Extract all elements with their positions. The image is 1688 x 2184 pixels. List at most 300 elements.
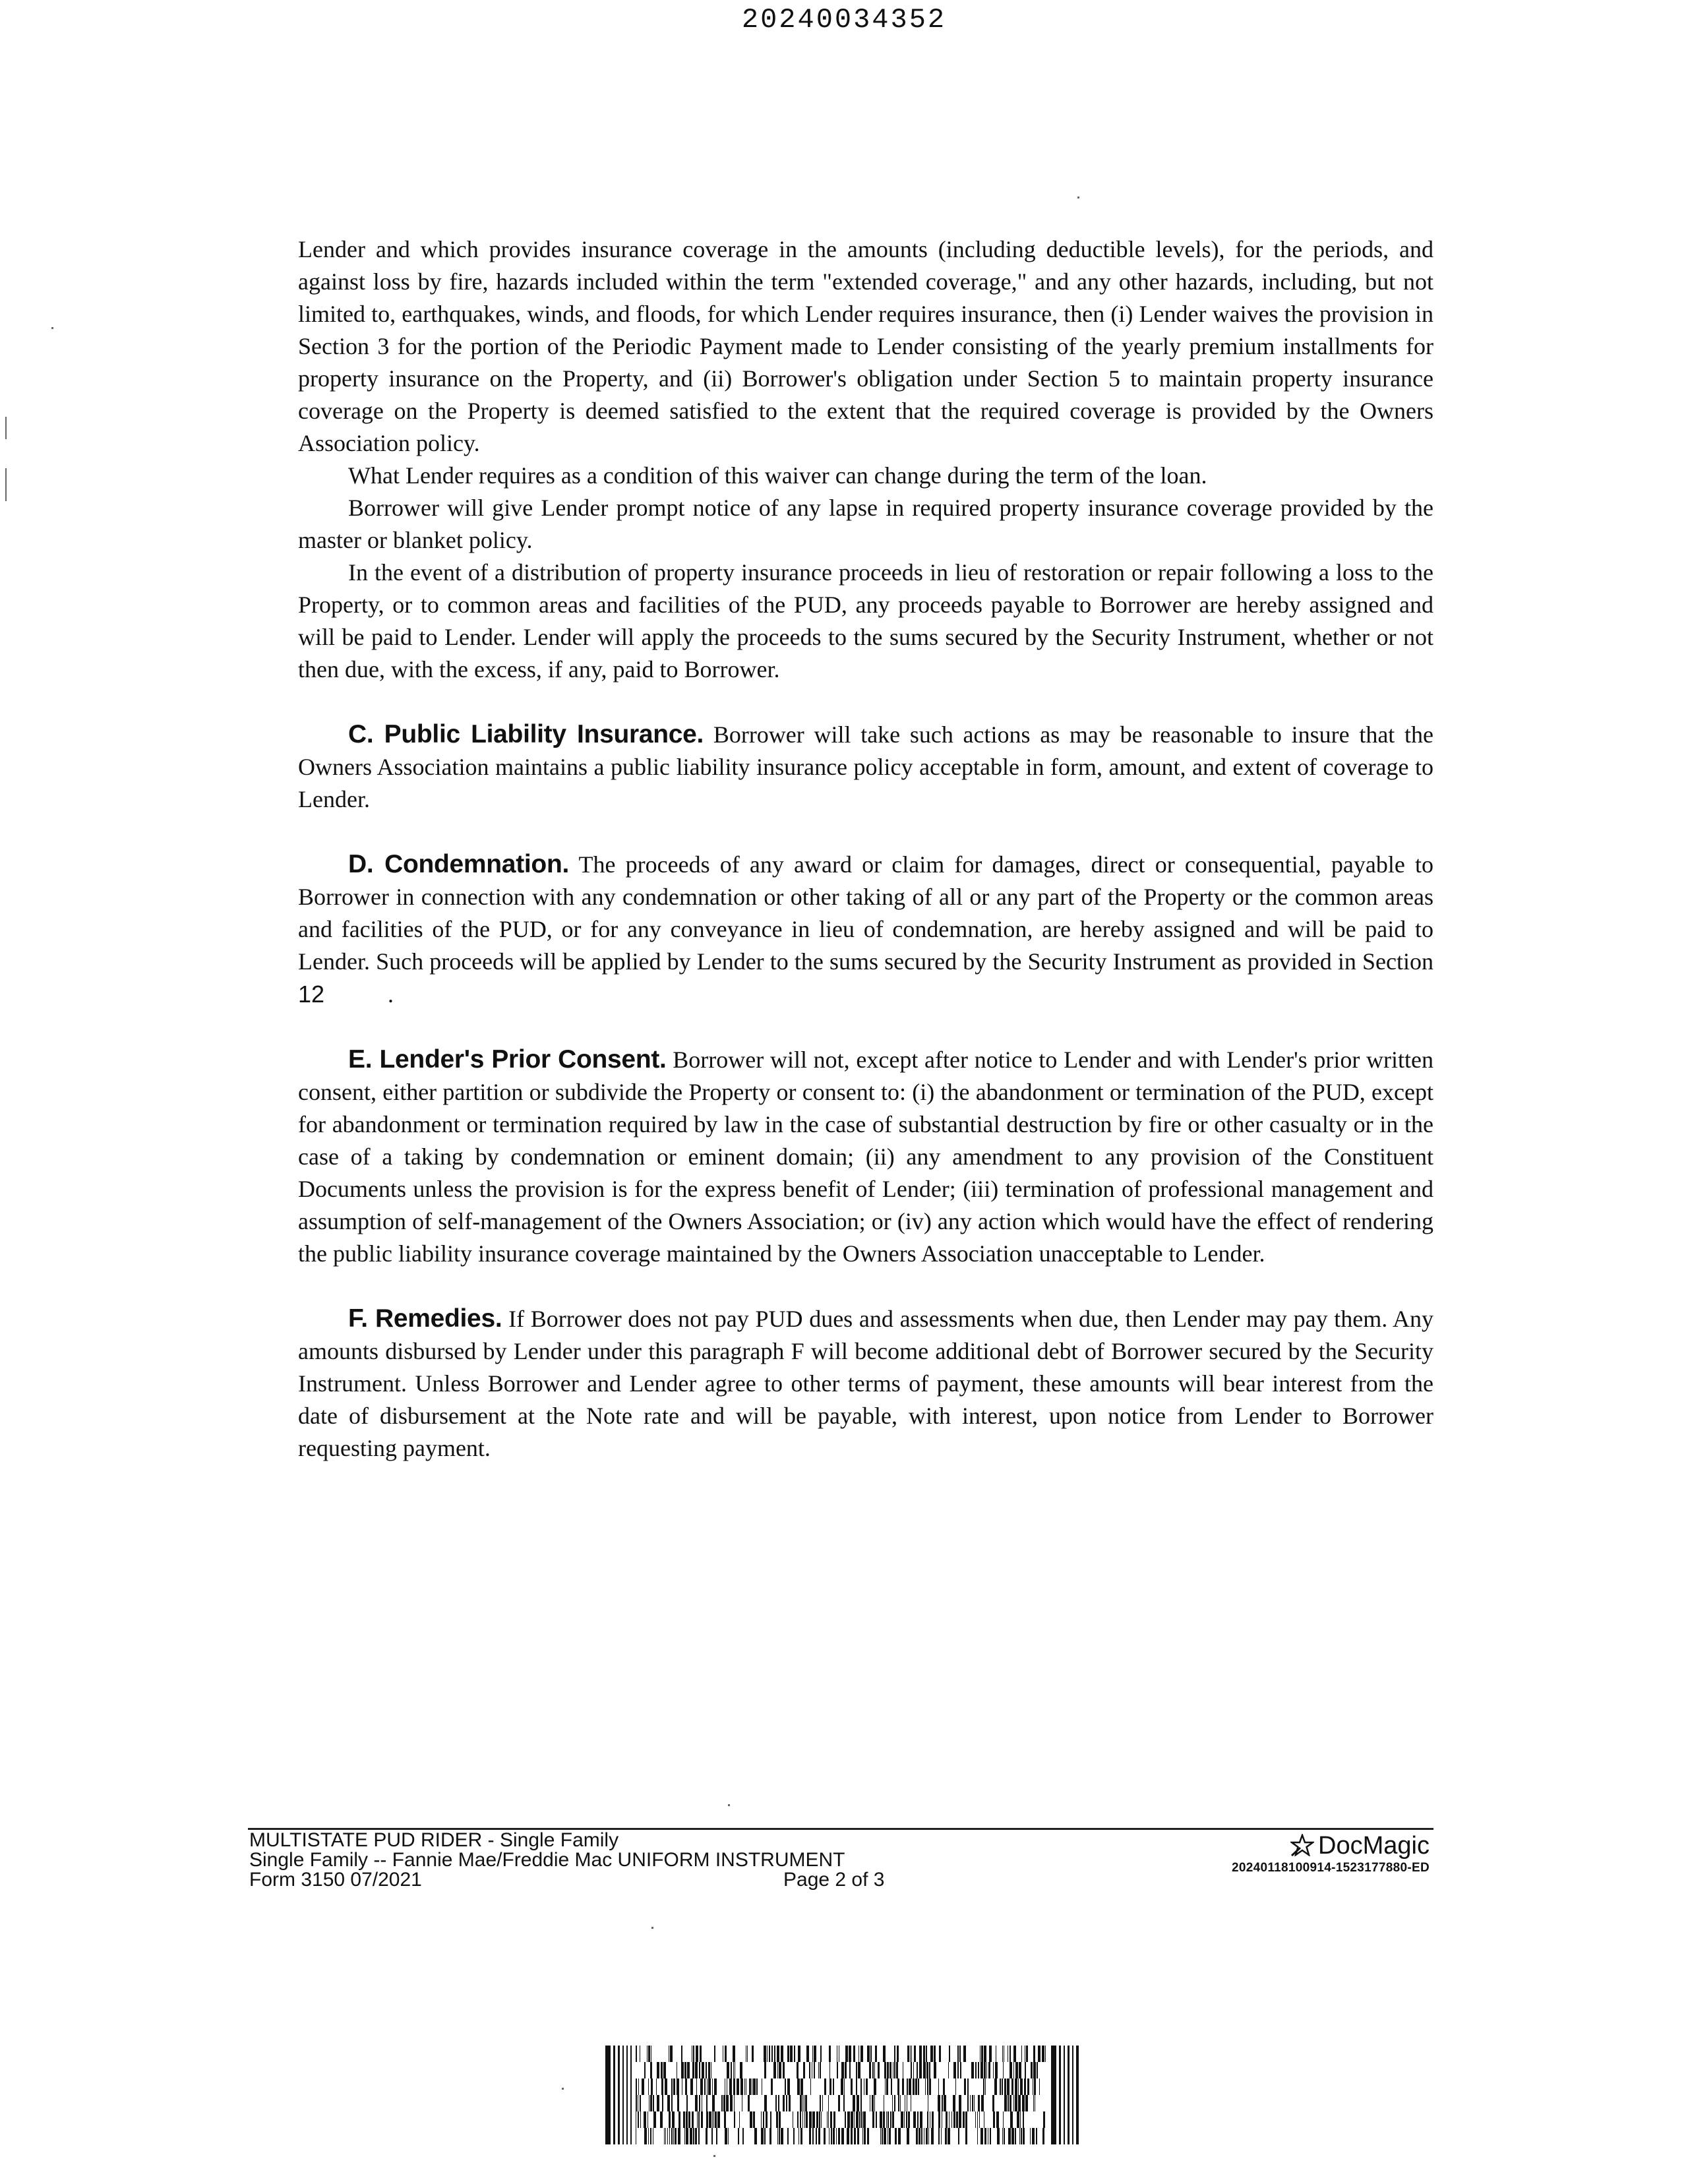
barcode-bar bbox=[919, 2046, 922, 2062]
barcode-bar bbox=[914, 2046, 916, 2062]
barcode-bar bbox=[663, 2062, 666, 2078]
barcode-bar bbox=[892, 2111, 894, 2128]
barcode-bar bbox=[698, 2128, 700, 2144]
barcode-bar bbox=[770, 2111, 771, 2128]
barcode-bar bbox=[724, 2111, 726, 2128]
barcode-bar bbox=[849, 2046, 851, 2062]
barcode-bar bbox=[673, 2078, 675, 2095]
barcode-bar bbox=[845, 2062, 847, 2078]
docmagic-name: DocMagic bbox=[1318, 1832, 1430, 1860]
barcode-bar bbox=[841, 2078, 843, 2095]
section-c bbox=[298, 718, 1433, 816]
barcode-bar bbox=[975, 2062, 977, 2078]
barcode-bar bbox=[1025, 2095, 1028, 2111]
barcode-bar bbox=[802, 2095, 803, 2111]
barcode-bar bbox=[661, 2078, 663, 2095]
section-f-text: If Borrower does not pay PUD dues and assessments when due, then Lender may pay them. Any amounts disbursed by Lender under this paragraph F will become additional debt of Borrower secured by the Security Instrument. Unless Borrower and Lender agree to other terms of payment, these amounts will bear interest from the date of disbursement at the Note rate and will be payable, with interest, upon notice from Lender to Borrower requesting payment. bbox=[298, 1306, 1433, 1461]
barcode-bar bbox=[884, 2128, 886, 2144]
barcode-bar bbox=[862, 2128, 863, 2144]
barcode-bar bbox=[872, 2095, 874, 2111]
barcode-bar bbox=[1008, 2128, 1011, 2144]
barcode-bar bbox=[904, 2111, 905, 2128]
barcode-bar bbox=[671, 2128, 673, 2144]
barcode-bar bbox=[820, 2095, 821, 2111]
document-id: 20240118100914-1523177880-ED bbox=[1231, 1861, 1430, 1875]
barcode-bar bbox=[864, 2128, 866, 2144]
barcode-bar bbox=[965, 2111, 967, 2128]
barcode-bar bbox=[853, 2046, 855, 2062]
barcode-bar bbox=[851, 2111, 853, 2128]
barcode-bar bbox=[812, 2111, 815, 2128]
barcode-bar bbox=[810, 2078, 811, 2095]
barcode-bar bbox=[858, 2062, 860, 2078]
barcode-bar bbox=[789, 2095, 791, 2111]
barcode-bar bbox=[673, 2128, 674, 2144]
barcode-bar bbox=[860, 2078, 862, 2095]
barcode-bar bbox=[913, 2078, 915, 2095]
barcode-bar bbox=[678, 2111, 680, 2128]
barcode-bar bbox=[1051, 2046, 1056, 2144]
section-d-heading: D. Condemnation. bbox=[348, 850, 570, 878]
barcode-bar bbox=[883, 2111, 885, 2128]
barcode-bar bbox=[824, 2078, 826, 2095]
barcode-bar bbox=[996, 2111, 999, 2128]
barcode-bar bbox=[640, 2095, 641, 2111]
barcode-bar bbox=[1003, 2111, 1004, 2128]
barcode-bar bbox=[766, 2111, 768, 2128]
barcode-bar bbox=[948, 2062, 949, 2078]
barcode-bar bbox=[1064, 2046, 1065, 2144]
barcode-bar bbox=[690, 2128, 692, 2144]
barcode-bar bbox=[773, 2062, 776, 2078]
barcode-bar bbox=[696, 2046, 698, 2062]
barcode-bar bbox=[929, 2062, 930, 2078]
barcode-bar bbox=[771, 2046, 773, 2062]
barcode-bar bbox=[794, 2046, 795, 2062]
barcode-bar bbox=[959, 2095, 961, 2111]
barcode-bar bbox=[847, 2128, 849, 2144]
barcode-bar bbox=[911, 2062, 912, 2078]
barcode-bar bbox=[1013, 2062, 1014, 2078]
barcode-bar bbox=[828, 2111, 829, 2128]
barcode-bar bbox=[653, 2095, 654, 2111]
barcode-bar bbox=[913, 2062, 914, 2078]
barcode-bar bbox=[863, 2111, 866, 2128]
barcode-bar bbox=[816, 2128, 817, 2144]
barcode-bar bbox=[990, 2128, 991, 2144]
barcode-bar bbox=[874, 2095, 875, 2111]
barcode-bar bbox=[700, 2078, 703, 2095]
barcode-bar bbox=[774, 2046, 775, 2062]
barcode-bar bbox=[818, 2062, 819, 2078]
barcode-bar bbox=[800, 2111, 801, 2128]
barcode-bar bbox=[872, 2111, 874, 2128]
barcode-bar bbox=[829, 2078, 831, 2095]
barcode-bar bbox=[853, 2095, 855, 2111]
barcode-bar bbox=[981, 2046, 983, 2062]
scan-speck bbox=[51, 327, 53, 329]
barcode-bar bbox=[802, 2111, 803, 2128]
barcode-bar bbox=[944, 2095, 946, 2111]
barcode-bar bbox=[1003, 2062, 1004, 2078]
barcode-bar bbox=[809, 2128, 811, 2144]
barcode-bar bbox=[683, 2111, 685, 2128]
barcode-bar bbox=[1000, 2078, 1001, 2095]
barcode-bar bbox=[1039, 2078, 1040, 2095]
barcode-bar bbox=[919, 2128, 920, 2144]
barcode-bar bbox=[704, 2078, 706, 2095]
barcode-bar bbox=[1004, 2128, 1005, 2144]
barcode-bar bbox=[974, 2095, 975, 2111]
barcode-bar bbox=[809, 2062, 810, 2078]
barcode-bar bbox=[993, 2111, 995, 2128]
barcode-bar bbox=[777, 2046, 779, 2062]
barcode-bar bbox=[681, 2046, 682, 2062]
barcode-bar bbox=[913, 2111, 916, 2128]
barcode-bar bbox=[926, 2128, 928, 2144]
barcode-bar bbox=[1043, 2111, 1045, 2128]
barcode-bar bbox=[833, 2111, 835, 2128]
barcode-bar bbox=[800, 2128, 802, 2144]
barcode-bar bbox=[827, 2111, 828, 2128]
barcode-bar bbox=[1013, 2095, 1014, 2111]
barcode-bar bbox=[960, 2062, 961, 2078]
barcode-bar bbox=[988, 2062, 990, 2078]
barcode-bar bbox=[642, 2078, 644, 2095]
barcode-bar bbox=[898, 2095, 899, 2111]
barcode-bar bbox=[785, 2078, 786, 2095]
barcode-bar bbox=[911, 2046, 912, 2062]
barcode-bar bbox=[926, 2062, 928, 2078]
star-wand-icon bbox=[1290, 1834, 1314, 1856]
barcode-bar bbox=[927, 2078, 928, 2095]
scan-speck bbox=[651, 1927, 653, 1929]
barcode-bar bbox=[957, 2062, 959, 2078]
barcode-bar bbox=[984, 2128, 986, 2144]
barcode-bar bbox=[949, 2046, 950, 2062]
barcode-bar bbox=[714, 2078, 717, 2095]
barcode-bar bbox=[880, 2111, 882, 2128]
section-e-text: Borrower will not, except after notice to Lender and with Lender's prior written consent, either partition or subdivide the Property or consent to: (i) the abandonment or termination of the PUD, except for abandonment or termination required by law in the case of substantial destruction by fire or other casualty or in the case of a taking by condemnation or eminent domain; (ii) any amendment to any provision of the Constituent Documents unless the provision is for the express benefit of Lender; (iii) termination of professional management and assumption of self-management of the Owners Association; or (iv) any action which would have the effect of rendering the public liability insurance coverage maintained by the Owners Association unacceptable to Lender. bbox=[298, 1046, 1433, 1267]
barcode-bar bbox=[761, 2128, 764, 2144]
barcode-bar bbox=[1031, 2062, 1033, 2078]
barcode-bar bbox=[804, 2111, 805, 2128]
barcode-bar bbox=[1004, 2095, 1007, 2111]
barcode-bar bbox=[884, 2062, 886, 2078]
barcode-bar bbox=[771, 2078, 773, 2095]
barcode-bar bbox=[1015, 2128, 1016, 2144]
barcode-bar bbox=[938, 2128, 940, 2144]
barcode-bar bbox=[889, 2062, 891, 2078]
barcode-bar bbox=[907, 2128, 909, 2144]
barcode-bar bbox=[946, 2111, 948, 2128]
barcode-bar bbox=[1010, 2062, 1012, 2078]
barcode-bar bbox=[923, 2062, 926, 2078]
barcode-bar bbox=[653, 2111, 656, 2128]
barcode-bar bbox=[787, 2128, 789, 2144]
barcode-bar bbox=[814, 2046, 816, 2062]
barcode-bar bbox=[874, 2062, 875, 2078]
barcode-bar bbox=[693, 2046, 694, 2062]
barcode-bar bbox=[744, 2078, 745, 2095]
barcode-bar bbox=[882, 2128, 883, 2144]
barcode-bar bbox=[859, 2111, 860, 2128]
barcode-bar bbox=[876, 2111, 877, 2128]
barcode-bar bbox=[818, 2128, 820, 2144]
barcode-bar bbox=[1008, 2095, 1009, 2111]
barcode-bar bbox=[821, 2111, 822, 2128]
barcode-bar bbox=[907, 2078, 908, 2095]
scan-speck bbox=[5, 468, 7, 501]
barcode-bar bbox=[929, 2078, 931, 2095]
barcode-bar bbox=[750, 2111, 752, 2128]
barcode-bar bbox=[747, 2046, 748, 2062]
barcode-bar bbox=[626, 2046, 628, 2144]
barcode-bar bbox=[776, 2111, 778, 2128]
barcode-bar bbox=[723, 2095, 725, 2111]
barcode-bar bbox=[915, 2078, 917, 2095]
barcode-bar bbox=[891, 2078, 892, 2095]
barcode-bar bbox=[872, 2062, 874, 2078]
barcode-bar bbox=[1024, 2078, 1026, 2095]
barcode-bar bbox=[677, 2078, 679, 2095]
scan-speck bbox=[562, 2088, 564, 2090]
barcode-bar bbox=[885, 2078, 886, 2095]
barcode-bar bbox=[819, 2111, 820, 2128]
barcode-bar bbox=[958, 2128, 959, 2144]
scan-speck bbox=[5, 417, 7, 439]
section-e-heading: E. Lender's Prior Consent. bbox=[348, 1045, 667, 1074]
barcode-bar bbox=[1033, 2062, 1036, 2078]
barcode-bar bbox=[1015, 2095, 1017, 2111]
barcode-bar bbox=[685, 2078, 687, 2095]
barcode-bar bbox=[1011, 2128, 1014, 2144]
barcode-bar bbox=[979, 2111, 980, 2128]
barcode-bar bbox=[847, 2111, 850, 2128]
barcode-bar bbox=[733, 2078, 735, 2095]
barcode-bar bbox=[667, 2095, 670, 2111]
barcode-bar bbox=[711, 2128, 713, 2144]
barcode-bar bbox=[803, 2062, 805, 2078]
barcode-bar bbox=[783, 2095, 785, 2111]
barcode-bar bbox=[814, 2062, 815, 2078]
barcode-bar bbox=[980, 2062, 983, 2078]
barcode-bar bbox=[923, 2046, 925, 2062]
barcode-bar bbox=[721, 2095, 723, 2111]
section-f-heading: F. Remedies. bbox=[348, 1304, 502, 1333]
barcode-bar bbox=[1019, 2062, 1021, 2078]
barcode-bar bbox=[943, 2078, 945, 2095]
barcode-bar bbox=[867, 2128, 869, 2144]
barcode-bar bbox=[684, 2128, 685, 2144]
barcode-bar bbox=[684, 2062, 686, 2078]
barcode-bar bbox=[1038, 2046, 1040, 2062]
barcode-bar bbox=[692, 2111, 694, 2128]
barcode-bar bbox=[845, 2111, 846, 2128]
barcode-bar bbox=[713, 2111, 714, 2128]
barcode-bar bbox=[752, 2046, 754, 2062]
barcode-bar bbox=[812, 2046, 813, 2062]
barcode-bar bbox=[644, 2128, 647, 2144]
barcode-bar bbox=[809, 2111, 812, 2128]
barcode-bar bbox=[640, 2111, 641, 2128]
barcode-bar bbox=[712, 2095, 715, 2111]
barcode-bar bbox=[860, 2046, 863, 2062]
barcode-bar bbox=[897, 2078, 899, 2095]
barcode-bar bbox=[786, 2095, 787, 2111]
barcode-bar bbox=[726, 2095, 729, 2111]
barcode-bar bbox=[656, 2078, 657, 2095]
section-c-heading: C. Public Liability Insurance. bbox=[348, 720, 704, 748]
barcode-bar bbox=[870, 2046, 872, 2062]
barcode-bar bbox=[1015, 2078, 1017, 2095]
barcode-bar bbox=[900, 2095, 901, 2111]
barcode-bar bbox=[906, 2111, 907, 2128]
barcode-bar bbox=[698, 2111, 700, 2128]
barcode-bar bbox=[769, 2046, 770, 2062]
barcode-bar bbox=[709, 2111, 711, 2128]
barcode-bar bbox=[829, 2062, 830, 2078]
barcode-bar bbox=[761, 2111, 762, 2128]
rider-body bbox=[298, 233, 1433, 1465]
barcode-bar bbox=[1042, 2128, 1044, 2144]
barcode-bar bbox=[605, 2046, 611, 2144]
barcode-bar bbox=[618, 2046, 620, 2144]
barcode-bar bbox=[690, 2078, 693, 2095]
barcode-bar bbox=[856, 2078, 857, 2095]
waiver-condition-paragraph: What Lender requires as a condition of this waiver can change during the term of the loan. bbox=[348, 462, 1207, 489]
barcode-bar bbox=[938, 2111, 940, 2128]
barcode-bar bbox=[980, 2128, 983, 2144]
barcode-bar bbox=[716, 2128, 717, 2144]
form-number-row bbox=[249, 1870, 975, 1890]
barcode-bar bbox=[1015, 2062, 1018, 2078]
barcode-bar bbox=[660, 2111, 663, 2128]
barcode-bar bbox=[665, 2128, 666, 2144]
section-d-ref: 12 bbox=[298, 981, 325, 1008]
barcode-bar bbox=[636, 2078, 637, 2095]
barcode-bar bbox=[927, 2111, 928, 2128]
barcode-bar bbox=[856, 2111, 859, 2128]
barcode-bar bbox=[1002, 2046, 1003, 2062]
barcode-bar bbox=[695, 2128, 697, 2144]
barcode-bar bbox=[934, 2062, 936, 2078]
barcode-bar bbox=[681, 2062, 684, 2078]
barcode-bar bbox=[972, 2095, 973, 2111]
barcode-bar bbox=[920, 2111, 922, 2128]
barcode-bar bbox=[671, 2095, 673, 2111]
barcode-bar bbox=[800, 2095, 802, 2111]
barcode-bar bbox=[1004, 2078, 1006, 2095]
barcode-bar bbox=[764, 2095, 767, 2111]
barcode-bar bbox=[925, 2078, 926, 2095]
barcode-bar bbox=[664, 2128, 665, 2144]
barcode-bar bbox=[678, 2128, 680, 2144]
barcode-bar bbox=[1032, 2128, 1035, 2144]
barcode-bar bbox=[888, 2111, 889, 2128]
barcode-bar bbox=[688, 2111, 690, 2128]
barcode-bar bbox=[908, 2111, 910, 2128]
barcode-bar bbox=[1076, 2046, 1079, 2144]
barcode-bar bbox=[886, 2111, 887, 2128]
scan-speck bbox=[713, 2155, 715, 2157]
barcode-bar bbox=[1013, 2046, 1016, 2062]
barcode-bar bbox=[797, 2062, 799, 2078]
barcode-bar bbox=[941, 2128, 942, 2144]
barcode-bar bbox=[706, 2128, 708, 2144]
recording-number: 20240034352 bbox=[741, 4, 947, 36]
barcode-bar bbox=[779, 2111, 781, 2128]
barcode-bar bbox=[861, 2111, 862, 2128]
barcode-bar bbox=[880, 2128, 881, 2144]
barcode-bar bbox=[997, 2128, 1000, 2144]
barcode-bar bbox=[934, 2046, 936, 2062]
barcode-bar bbox=[790, 2046, 793, 2062]
barcode-bar bbox=[921, 2128, 922, 2144]
barcode-bar bbox=[965, 2128, 967, 2144]
barcode-bar bbox=[1011, 2078, 1013, 2095]
barcode-bar bbox=[695, 2062, 698, 2078]
barcode-bar bbox=[894, 2062, 895, 2078]
barcode-bar bbox=[985, 2078, 986, 2095]
barcode-bar bbox=[675, 2128, 677, 2144]
barcode-bar bbox=[1020, 2078, 1023, 2095]
barcode-bar bbox=[1018, 2095, 1021, 2111]
barcode-bar bbox=[764, 2062, 766, 2078]
barcode-bar bbox=[932, 2111, 934, 2128]
barcode-bar bbox=[978, 2095, 980, 2111]
barcode-bar bbox=[1002, 2128, 1003, 2144]
barcode-bar bbox=[971, 2062, 974, 2078]
barcode-bar bbox=[1025, 2062, 1026, 2078]
barcode-bar bbox=[697, 2111, 698, 2128]
barcode-bar bbox=[708, 2078, 711, 2095]
barcode-bar bbox=[651, 2078, 653, 2095]
form-footer bbox=[249, 1831, 975, 1890]
barcode-bar bbox=[622, 2046, 624, 2144]
lapse-notice-paragraph: Borrower will give Lender prompt notice of any lapse in required property insurance coverage provided by the master or blanket policy. bbox=[298, 495, 1433, 553]
barcode-bar bbox=[945, 2128, 947, 2144]
barcode-bar bbox=[919, 2062, 922, 2078]
barcode-bar bbox=[993, 2062, 994, 2078]
barcode-bar bbox=[657, 2095, 659, 2111]
barcode-bar bbox=[926, 2046, 927, 2062]
barcode-bar bbox=[1021, 2128, 1022, 2144]
barcode-bar bbox=[692, 2062, 694, 2078]
barcode-bar bbox=[756, 2078, 758, 2095]
barcode-bar bbox=[677, 2095, 679, 2111]
barcode-bar bbox=[831, 2128, 832, 2144]
barcode-bar bbox=[781, 2046, 783, 2062]
barcode-bar bbox=[838, 2128, 840, 2144]
barcode-bar bbox=[725, 2128, 727, 2144]
barcode-bar bbox=[686, 2111, 688, 2128]
barcode-bar bbox=[630, 2046, 632, 2144]
barcode-bar bbox=[725, 2046, 727, 2062]
barcode-bar bbox=[657, 2062, 659, 2078]
barcode-bar bbox=[662, 2095, 663, 2111]
barcode-bar bbox=[956, 2111, 958, 2128]
barcode-bar bbox=[661, 2062, 663, 2078]
barcode-bar bbox=[793, 2128, 795, 2144]
barcode-bar bbox=[833, 2128, 835, 2144]
barcode-bar bbox=[686, 2128, 688, 2144]
barcode-bar bbox=[712, 2078, 713, 2095]
barcode-bar bbox=[775, 2095, 777, 2111]
barcode-bar bbox=[1030, 2128, 1031, 2144]
barcode-bar bbox=[984, 2062, 986, 2078]
barcode-bar bbox=[860, 2095, 862, 2111]
